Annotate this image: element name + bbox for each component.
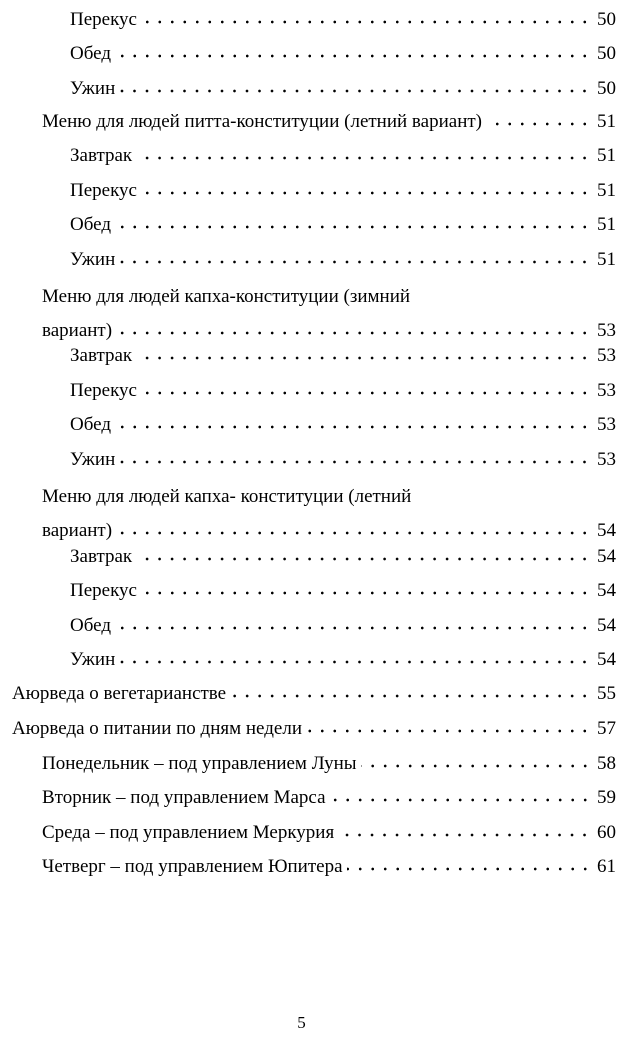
dot-leader (486, 108, 591, 127)
toc-entry-page-number: 53 (597, 414, 616, 435)
toc-entry-title: Обед (70, 214, 111, 235)
dot-leader (330, 784, 591, 803)
toc-entry-page-number: 53 (597, 320, 616, 341)
toc-entry-title: Ужин (70, 249, 116, 270)
toc-entry (70, 40, 616, 65)
toc-entry-page-number: 58 (597, 753, 616, 774)
toc-entry (70, 142, 616, 167)
toc-entry (70, 6, 616, 31)
toc-entry-title: Перекус (70, 380, 137, 401)
toc-entry-page-number: 59 (597, 787, 616, 808)
toc-entry-page-number: 51 (597, 249, 616, 270)
toc-entry (42, 108, 616, 133)
toc-entry-page-number: 53 (597, 380, 616, 401)
toc-entry-page-number: 50 (597, 9, 616, 30)
dot-leader (347, 853, 591, 872)
toc-entry-title: Среда – под управлением Меркурия (42, 822, 335, 843)
toc-entry (70, 411, 616, 436)
toc-entry-title-line1: Меню для людей капха-конституции (зимний (42, 286, 411, 307)
toc-entry-title: Ужин (70, 78, 116, 99)
dot-leader (115, 612, 591, 631)
toc-entry-page-number: 57 (597, 718, 616, 739)
toc-entry-title: вариант) (42, 320, 113, 341)
toc-entry-title: Перекус (70, 9, 137, 30)
toc-entry (70, 75, 616, 100)
toc-entry-title: Обед (70, 615, 111, 636)
toc-entry-title: Перекус (70, 580, 137, 601)
dot-leader (115, 211, 591, 230)
toc-entry-page-number: 55 (597, 683, 616, 704)
toc-entry-title: Обед (70, 43, 111, 64)
dot-leader (230, 680, 591, 699)
toc-entry (70, 646, 616, 671)
toc-entry-page-number: 51 (597, 145, 616, 166)
toc-entry-title: Понедельник – под управлением Луны (42, 753, 357, 774)
toc-entry-title: вариант) (42, 520, 113, 541)
toc-entry (70, 342, 616, 367)
toc-entry (12, 680, 616, 705)
toc-entry-title: Ужин (70, 449, 116, 470)
toc-entry (12, 715, 616, 740)
dot-leader (141, 6, 591, 25)
toc-entry-title: Завтрак (70, 345, 133, 366)
toc-entry-page-number: 54 (597, 546, 616, 567)
toc-entry-page-number: 53 (597, 449, 616, 470)
toc-entry (42, 486, 616, 542)
toc-entry (70, 177, 616, 202)
toc-entry-page-number: 50 (597, 43, 616, 64)
toc-entry (70, 211, 616, 236)
toc-entry-page-number: 53 (597, 345, 616, 366)
toc-entry (42, 750, 616, 775)
toc-entry-page-number: 54 (597, 520, 616, 541)
toc-entry (42, 819, 616, 844)
toc-entry-title: Четверг – под управлением Юпитера (42, 856, 343, 877)
dot-leader (338, 819, 591, 838)
toc-entry-title: Ужин (70, 649, 116, 670)
toc-entry-title-line1: Меню для людей капха- конституции (летний (42, 486, 412, 507)
toc-entry-page-number: 51 (597, 214, 616, 235)
toc-entry (42, 286, 616, 342)
toc-entry (70, 446, 616, 471)
dot-leader (141, 577, 591, 596)
toc-entry (42, 784, 616, 809)
dot-leader (136, 543, 591, 562)
page-number: 5 (297, 1013, 306, 1032)
toc-entry-title: Завтрак (70, 145, 133, 166)
dot-leader (136, 142, 591, 161)
toc-entry-page-number: 51 (597, 111, 616, 132)
dot-leader (119, 646, 591, 665)
toc-entry (70, 377, 616, 402)
dot-leader (306, 715, 591, 734)
toc-entry-title: Вторник – под управлением Марса (42, 787, 326, 808)
toc-entry-page-number: 50 (597, 78, 616, 99)
toc-entry-title: Перекус (70, 180, 137, 201)
dot-leader (141, 177, 591, 196)
dot-leader (136, 342, 591, 361)
toc-entry-page-number: 51 (597, 180, 616, 201)
toc-entry-page-number: 54 (597, 580, 616, 601)
dot-leader (141, 377, 591, 396)
dot-leader (115, 411, 591, 430)
toc-entry-title: Аюрведа о вегетарианстве (12, 683, 227, 704)
toc-entry (70, 246, 616, 271)
toc-entry-title: Обед (70, 414, 111, 435)
toc-entry-page-number: 54 (597, 615, 616, 636)
toc-entry (42, 853, 616, 878)
dot-leader (119, 75, 591, 94)
dot-leader (119, 246, 591, 265)
dot-leader (115, 40, 591, 59)
toc-entry-title: Аюрведа о питании по дням недели (12, 718, 302, 739)
dot-leader (361, 750, 591, 769)
dot-leader (119, 446, 591, 465)
toc-entry (70, 612, 616, 637)
toc-entry-title: Меню для людей питта-конституции (летний вариант) (42, 111, 482, 132)
toc-entry-title: Завтрак (70, 546, 133, 567)
toc-entry (70, 543, 616, 568)
toc-entry (70, 577, 616, 602)
toc-entry-page-number: 60 (597, 822, 616, 843)
dot-leader (116, 317, 591, 336)
toc-entry-page-number: 54 (597, 649, 616, 670)
toc-entry-page-number: 61 (597, 856, 616, 877)
dot-leader (116, 517, 591, 536)
